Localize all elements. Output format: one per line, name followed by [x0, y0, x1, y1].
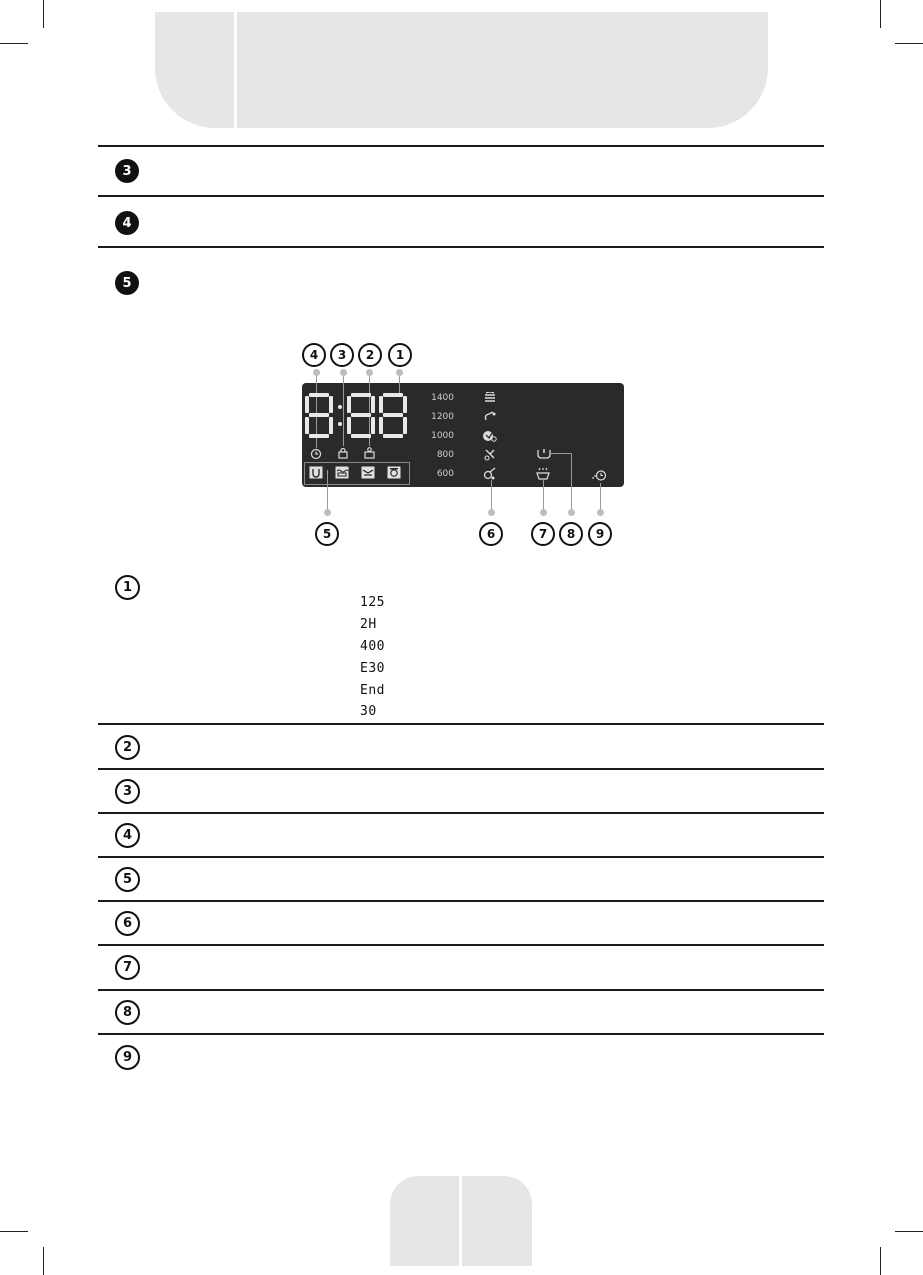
legend-badge: 2: [115, 735, 140, 760]
callout-pin: [324, 509, 331, 516]
display-code: 30: [360, 704, 377, 719]
rinse-icon: [335, 466, 349, 479]
crop-mark: [880, 0, 881, 28]
divider: [98, 856, 824, 858]
cotton-icon: [483, 392, 497, 404]
divider: [98, 195, 824, 197]
number-badge: 4: [115, 211, 139, 235]
water-tap-icon: [535, 467, 551, 480]
crop-mark: [0, 43, 28, 44]
delay-icon: [591, 469, 607, 482]
callout-pin: [597, 509, 604, 516]
legend-badge: 6: [115, 911, 140, 936]
callout-badge: 2: [358, 343, 382, 367]
spin-speed-label: 1200: [431, 412, 454, 422]
eco-icon: [483, 448, 497, 461]
divider: [98, 1033, 824, 1035]
callout-badge: 4: [302, 343, 326, 367]
divider: [98, 900, 824, 902]
callout-pin: [313, 369, 320, 376]
display-code: 125: [360, 595, 385, 610]
crop-mark: [880, 1247, 881, 1275]
clock-icon: [310, 448, 322, 460]
legend-badge: 7: [115, 955, 140, 980]
callout-badge: 1: [388, 343, 412, 367]
spin-speed-label: 1000: [431, 431, 454, 441]
callout-badge: 3: [330, 343, 354, 367]
lock-icon: [337, 447, 349, 459]
footer-divider: [459, 1176, 462, 1266]
legend-badge: 5: [115, 867, 140, 892]
quick-icon: [482, 429, 497, 442]
spin-icon: [361, 466, 375, 479]
divider: [98, 145, 824, 147]
number-badge: 3: [115, 159, 139, 183]
prewash-icon: [483, 410, 497, 423]
callout-badge: 5: [315, 522, 339, 546]
child-lock-icon: [363, 447, 376, 459]
display-code: 400: [360, 639, 385, 654]
callout-line: [600, 483, 601, 510]
spin-speed-label: 800: [436, 450, 454, 460]
no-spin-icon: [483, 467, 497, 480]
divider: [98, 768, 824, 770]
callout-line: [551, 453, 572, 454]
header-divider: [234, 12, 237, 128]
wash-icon: [309, 466, 323, 479]
callout-pin: [396, 369, 403, 376]
callout-pin: [568, 509, 575, 516]
spin-speed-label: 600: [436, 469, 454, 479]
divider: [98, 246, 824, 248]
callout-line: [543, 480, 544, 510]
number-badge: 5: [115, 271, 139, 295]
drain-icon: [536, 447, 552, 459]
crop-mark: [895, 43, 923, 44]
crop-mark: [895, 1231, 923, 1232]
display-code: E30: [360, 661, 385, 676]
steam-icon: [387, 466, 401, 479]
crop-mark: [43, 1247, 44, 1275]
legend-badge: 4: [115, 823, 140, 848]
seven-segment-display: [305, 392, 410, 440]
header-tab: [155, 12, 768, 128]
callout-pin: [488, 509, 495, 516]
legend-badge: 1: [115, 575, 140, 600]
callout-badge: 9: [588, 522, 612, 546]
divider: [98, 812, 824, 814]
callout-pin: [366, 369, 373, 376]
callout-badge: 6: [479, 522, 503, 546]
legend-badge: 9: [115, 1045, 140, 1070]
crop-mark: [0, 1231, 28, 1232]
callout-pin: [540, 509, 547, 516]
divider: [98, 944, 824, 946]
legend-badge: 8: [115, 1000, 140, 1025]
crop-mark: [43, 0, 44, 28]
legend-badge: 3: [115, 779, 140, 804]
display-code: End: [360, 683, 385, 698]
callout-line: [491, 480, 492, 510]
callout-line: [571, 453, 572, 509]
spin-speed-label: 1400: [431, 393, 454, 403]
callout-pin: [340, 369, 347, 376]
callout-line: [327, 470, 328, 510]
divider: [98, 723, 824, 725]
divider: [98, 989, 824, 991]
display-code: 2H: [360, 617, 377, 632]
callout-badge: 7: [531, 522, 555, 546]
callout-badge: 8: [559, 522, 583, 546]
